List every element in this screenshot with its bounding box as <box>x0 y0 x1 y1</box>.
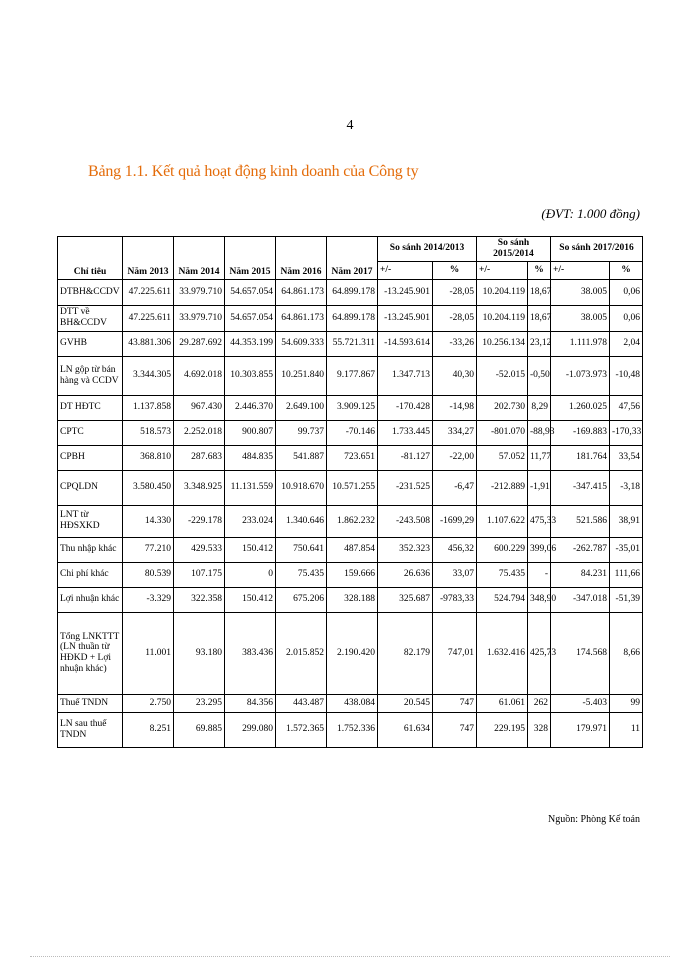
cell-value: 0,06 <box>610 305 643 331</box>
cell-value: 328 <box>528 712 551 747</box>
row-label: DT HĐTC <box>58 395 123 420</box>
cell-value: -0,50 <box>528 356 551 395</box>
cell-value: 3.909.125 <box>327 395 378 420</box>
cell-value: 82.179 <box>378 612 433 694</box>
cell-value: 484.835 <box>225 445 276 470</box>
cell-value: 438.084 <box>327 694 378 712</box>
cell-value: -13.245.901 <box>378 279 433 305</box>
cell-value: 299.080 <box>225 712 276 747</box>
cell-value: 99.737 <box>276 420 327 445</box>
cell-value: 1.733.445 <box>378 420 433 445</box>
header-comparison: So sánh 2017/2016 <box>551 237 643 262</box>
cell-value: -51,39 <box>610 587 643 612</box>
cell-value: 64.861.173 <box>276 305 327 331</box>
cell-value: 26.636 <box>378 562 433 587</box>
page-number: 4 <box>346 118 354 133</box>
cell-value: 61.061 <box>477 694 528 712</box>
cell-value: 23.295 <box>174 694 225 712</box>
cell-value: 33.979.710 <box>174 305 225 331</box>
table-row <box>58 331 643 356</box>
cell-value: -262.787 <box>551 537 610 562</box>
cell-value: 900.807 <box>225 420 276 445</box>
table-row <box>58 305 643 331</box>
cell-value: 64.899.178 <box>327 279 378 305</box>
header-pct: % <box>528 261 551 279</box>
cell-value: - <box>528 562 551 587</box>
row-label: CPBH <box>58 445 123 470</box>
table-title: Bảng 1.1. Kết quả hoạt động kinh doanh của Công ty <box>88 163 419 180</box>
cell-value: 967.430 <box>174 395 225 420</box>
cell-value: 1.111.978 <box>551 331 610 356</box>
cell-value: 1.260.025 <box>551 395 610 420</box>
cell-value: 1.862.232 <box>327 505 378 537</box>
cell-value: 8,66 <box>610 612 643 694</box>
cell-value: 107.175 <box>174 562 225 587</box>
table-row <box>58 505 643 537</box>
row-label: DTBH&CCDV <box>58 279 123 305</box>
cell-value: 10.204.119 <box>477 305 528 331</box>
cell-value: -28,05 <box>433 279 477 305</box>
cell-value: 181.764 <box>551 445 610 470</box>
cell-value: 18,67 <box>528 305 551 331</box>
cell-value: 723.651 <box>327 445 378 470</box>
cell-value: -33,26 <box>433 331 477 356</box>
cell-value: 325.687 <box>378 587 433 612</box>
cell-value: 352.323 <box>378 537 433 562</box>
cell-value: 675.206 <box>276 587 327 612</box>
cell-value: 322.358 <box>174 587 225 612</box>
cell-value: 2.750 <box>123 694 174 712</box>
row-label: Thuế TNDN <box>58 694 123 712</box>
cell-value: 11.001 <box>123 612 174 694</box>
cell-value: -13.245.901 <box>378 305 433 331</box>
header-comparison: So sánh 2014/2013 <box>378 237 477 262</box>
cell-value: 287.683 <box>174 445 225 470</box>
cell-value: 399,06 <box>528 537 551 562</box>
cell-value: 425,73 <box>528 612 551 694</box>
cell-value: -169.883 <box>551 420 610 445</box>
cell-value: 524.794 <box>477 587 528 612</box>
cell-value: 348,90 <box>528 587 551 612</box>
cell-value: 1.572.365 <box>276 712 327 747</box>
cell-value: 69.885 <box>174 712 225 747</box>
cell-value: 174.568 <box>551 612 610 694</box>
cell-value: 64.861.173 <box>276 279 327 305</box>
table-row <box>58 612 643 694</box>
cell-value: -231.525 <box>378 470 433 505</box>
cell-value: -52.015 <box>477 356 528 395</box>
cell-value: 38,91 <box>610 505 643 537</box>
row-label: CPQLDN <box>58 470 123 505</box>
cell-value: 2.190.420 <box>327 612 378 694</box>
cell-value: 33,54 <box>610 445 643 470</box>
cell-value: 2.649.100 <box>276 395 327 420</box>
cell-value: 75.435 <box>477 562 528 587</box>
cell-value: 202.730 <box>477 395 528 420</box>
cell-value: 334,27 <box>433 420 477 445</box>
cell-value: 475,33 <box>528 505 551 537</box>
cell-value: -81.127 <box>378 445 433 470</box>
cell-value: 10.918.670 <box>276 470 327 505</box>
cell-value: 262 <box>528 694 551 712</box>
cell-value: -14.593.614 <box>378 331 433 356</box>
row-label: LN gộp từ bán hàng và CCDV <box>58 356 123 395</box>
cell-value: 61.634 <box>378 712 433 747</box>
cell-value: 2.446.370 <box>225 395 276 420</box>
header-year: Năm 2014 <box>174 237 225 280</box>
cell-value: -10,48 <box>610 356 643 395</box>
page-bottom-rule <box>30 956 670 957</box>
cell-value: 3.344.305 <box>123 356 174 395</box>
row-label: CPTC <box>58 420 123 445</box>
row-label: LNT từ HĐSXKD <box>58 505 123 537</box>
row-label: Tổng LNKTTT (LN thuần từ HĐKD + Lợi nhuận khác) <box>58 612 123 694</box>
cell-value: -243.508 <box>378 505 433 537</box>
cell-value: -6,47 <box>433 470 477 505</box>
header-comparison: So sánh 2015/2014 <box>477 237 551 262</box>
table-body <box>58 279 643 747</box>
cell-value: -1699,29 <box>433 505 477 537</box>
cell-value: 93.180 <box>174 612 225 694</box>
cell-value: 2,04 <box>610 331 643 356</box>
cell-value: 43.881.306 <box>123 331 174 356</box>
cell-value: 179.971 <box>551 712 610 747</box>
cell-value: 150.412 <box>225 537 276 562</box>
cell-value: -347.018 <box>551 587 610 612</box>
table-row <box>58 420 643 445</box>
cell-value: -229.178 <box>174 505 225 537</box>
cell-value: 111,66 <box>610 562 643 587</box>
row-label: Thu nhập khác <box>58 537 123 562</box>
cell-value: -22,00 <box>433 445 477 470</box>
cell-value: 521.586 <box>551 505 610 537</box>
cell-value: 2.252.018 <box>174 420 225 445</box>
cell-value: 14.330 <box>123 505 174 537</box>
cell-value: 383.436 <box>225 612 276 694</box>
cell-value: 54.657.054 <box>225 279 276 305</box>
header-pct: % <box>433 261 477 279</box>
cell-value: -1,91 <box>528 470 551 505</box>
cell-value: -5.403 <box>551 694 610 712</box>
cell-value: 18,67 <box>528 279 551 305</box>
cell-value: -3,18 <box>610 470 643 505</box>
cell-value: 33,07 <box>433 562 477 587</box>
cell-value: 487.854 <box>327 537 378 562</box>
table-row <box>58 470 643 505</box>
cell-value: 1.347.713 <box>378 356 433 395</box>
table-row <box>58 712 643 747</box>
row-label: GVHB <box>58 331 123 356</box>
cell-value: 55.721.311 <box>327 331 378 356</box>
header-year: Năm 2016 <box>276 237 327 280</box>
cell-value: 159.666 <box>327 562 378 587</box>
cell-value: 4.692.018 <box>174 356 225 395</box>
row-label: DTT về BH&CCDV <box>58 305 123 331</box>
cell-value: 44.353.199 <box>225 331 276 356</box>
cell-value: -3.329 <box>123 587 174 612</box>
cell-value: 84.356 <box>225 694 276 712</box>
cell-value: 456,32 <box>433 537 477 562</box>
row-label: Chi phí khác <box>58 562 123 587</box>
cell-value: 10.571.255 <box>327 470 378 505</box>
table-row <box>58 587 643 612</box>
cell-value: 47.225.611 <box>123 305 174 331</box>
cell-value: -9783,33 <box>433 587 477 612</box>
cell-value: -1.073.973 <box>551 356 610 395</box>
cell-value: 368.810 <box>123 445 174 470</box>
cell-value: -212.889 <box>477 470 528 505</box>
header-indicator: Chỉ tiêu <box>58 237 123 280</box>
cell-value: 9.177.867 <box>327 356 378 395</box>
cell-value: 10.204.119 <box>477 279 528 305</box>
cell-value: 1.632.416 <box>477 612 528 694</box>
cell-value: 40,30 <box>433 356 477 395</box>
cell-value: 429.533 <box>174 537 225 562</box>
row-label: LN sau thuế TNDN <box>58 712 123 747</box>
cell-value: 10.303.855 <box>225 356 276 395</box>
cell-value: 33.979.710 <box>174 279 225 305</box>
cell-value: -35,01 <box>610 537 643 562</box>
cell-value: 29.287.692 <box>174 331 225 356</box>
header-diff: +/- <box>477 261 528 279</box>
cell-value: 11,77 <box>528 445 551 470</box>
cell-value: 518.573 <box>123 420 174 445</box>
cell-value: -170,33 <box>610 420 643 445</box>
cell-value: 54.609.333 <box>276 331 327 356</box>
table-row <box>58 562 643 587</box>
cell-value: 38.005 <box>551 279 610 305</box>
cell-value: 47.225.611 <box>123 279 174 305</box>
cell-value: 747,01 <box>433 612 477 694</box>
cell-value: -28,05 <box>433 305 477 331</box>
cell-value: 233.024 <box>225 505 276 537</box>
cell-value: -801.070 <box>477 420 528 445</box>
cell-value: 54.657.054 <box>225 305 276 331</box>
table-row <box>58 694 643 712</box>
cell-value: -88,93 <box>528 420 551 445</box>
cell-value: -347.415 <box>551 470 610 505</box>
cell-value: 11 <box>610 712 643 747</box>
header-diff: +/- <box>551 261 610 279</box>
cell-value: 2.015.852 <box>276 612 327 694</box>
header-year: Năm 2013 <box>123 237 174 280</box>
header-pct: % <box>610 261 643 279</box>
cell-value: 10.256.134 <box>477 331 528 356</box>
source-note: Nguồn: Phòng Kế toán <box>548 814 640 825</box>
cell-value: 747 <box>433 712 477 747</box>
cell-value: 750.641 <box>276 537 327 562</box>
cell-value: 541.887 <box>276 445 327 470</box>
cell-value: 8,29 <box>528 395 551 420</box>
unit-note: (ĐVT: 1.000 đồng) <box>541 206 640 221</box>
header-year: Năm 2017 <box>327 237 378 280</box>
cell-value: 1.137.858 <box>123 395 174 420</box>
cell-value: 77.210 <box>123 537 174 562</box>
table-row <box>58 395 643 420</box>
table-row <box>58 356 643 395</box>
cell-value: 64.899.178 <box>327 305 378 331</box>
cell-value: 1.340.646 <box>276 505 327 537</box>
table-row <box>58 445 643 470</box>
cell-value: 99 <box>610 694 643 712</box>
cell-value: 57.052 <box>477 445 528 470</box>
cell-value: 1.752.336 <box>327 712 378 747</box>
header-diff: +/- <box>378 261 433 279</box>
cell-value: 20.545 <box>378 694 433 712</box>
cell-value: 600.229 <box>477 537 528 562</box>
cell-value: 328.188 <box>327 587 378 612</box>
cell-value: 747 <box>433 694 477 712</box>
cell-value: 0,06 <box>610 279 643 305</box>
business-results-table <box>57 236 643 748</box>
header-year: Năm 2015 <box>225 237 276 280</box>
cell-value: 443.487 <box>276 694 327 712</box>
cell-value: 3.580.450 <box>123 470 174 505</box>
cell-value: 229.195 <box>477 712 528 747</box>
cell-value: -170.428 <box>378 395 433 420</box>
table-row <box>58 537 643 562</box>
row-label: Lợi nhuận khác <box>58 587 123 612</box>
cell-value: 80.539 <box>123 562 174 587</box>
cell-value: 47,56 <box>610 395 643 420</box>
cell-value: 23,12 <box>528 331 551 356</box>
cell-value: 84.231 <box>551 562 610 587</box>
cell-value: 38.005 <box>551 305 610 331</box>
cell-value: 150.412 <box>225 587 276 612</box>
cell-value: 3.348.925 <box>174 470 225 505</box>
cell-value: 0 <box>225 562 276 587</box>
cell-value: 10.251.840 <box>276 356 327 395</box>
cell-value: -14,98 <box>433 395 477 420</box>
cell-value: 8.251 <box>123 712 174 747</box>
cell-value: 1.107.622 <box>477 505 528 537</box>
cell-value: 75.435 <box>276 562 327 587</box>
cell-value: -70.146 <box>327 420 378 445</box>
cell-value: 11.131.559 <box>225 470 276 505</box>
table-row <box>58 279 643 305</box>
